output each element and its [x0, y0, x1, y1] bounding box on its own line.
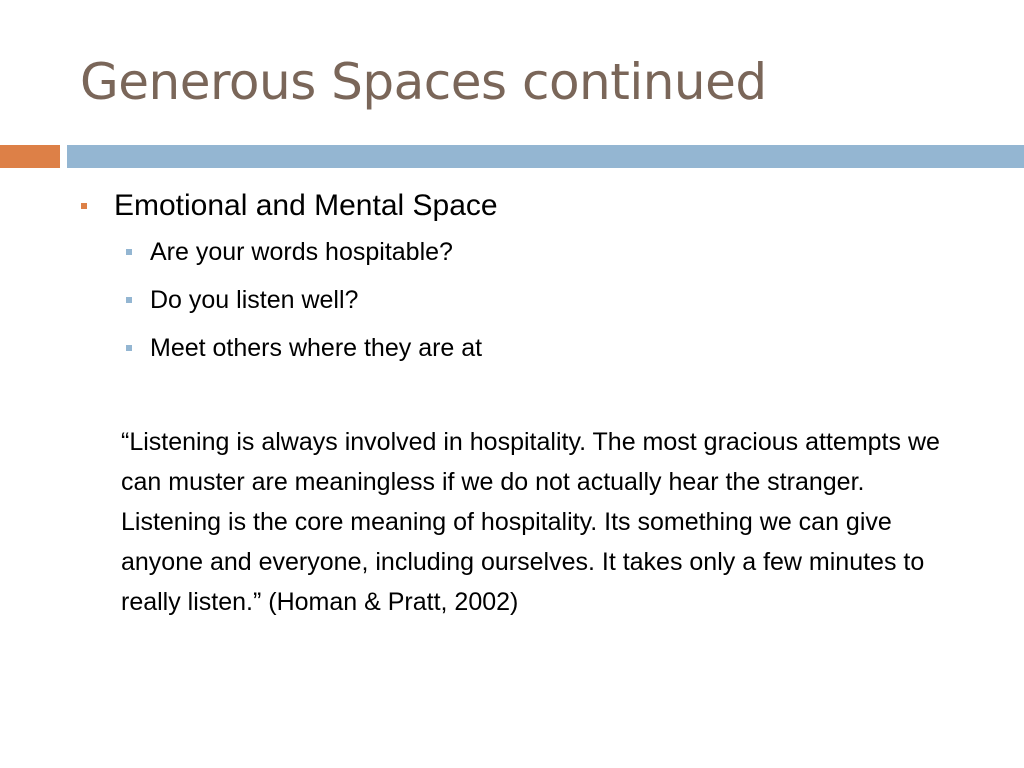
title-accent-bar	[0, 145, 60, 168]
square-bullet-icon	[126, 249, 132, 255]
square-bullet-icon	[81, 203, 87, 209]
square-bullet-icon	[126, 345, 132, 351]
square-bullet-icon	[126, 297, 132, 303]
slide-title: Generous Spaces continued	[80, 53, 767, 111]
sub-bullet	[78, 282, 978, 318]
bullet-heading-text: Emotional and Mental Space	[114, 189, 498, 222]
sub-bullet	[78, 330, 978, 366]
title-divider-bar	[67, 145, 1024, 168]
sub-bullet-text: Meet others where they are at	[150, 334, 483, 362]
sub-bullet-text: Do you listen well?	[150, 286, 359, 314]
sub-bullet	[78, 234, 978, 270]
sub-bullet-text: Are your words hospitable?	[150, 238, 453, 266]
bullet-heading	[78, 186, 978, 226]
quote-paragraph: “Listening is always involved in hospitality. The most gracious attempts we can muster are meaningless if we do not actually hear the stranger. Listening is the core meaning of hospitality. Its something we can give anyone and everyone, including ourselves. It takes only a few minutes to really listen.” (Homan & Pratt, 2002)	[121, 428, 940, 616]
slide-body	[78, 186, 978, 622]
